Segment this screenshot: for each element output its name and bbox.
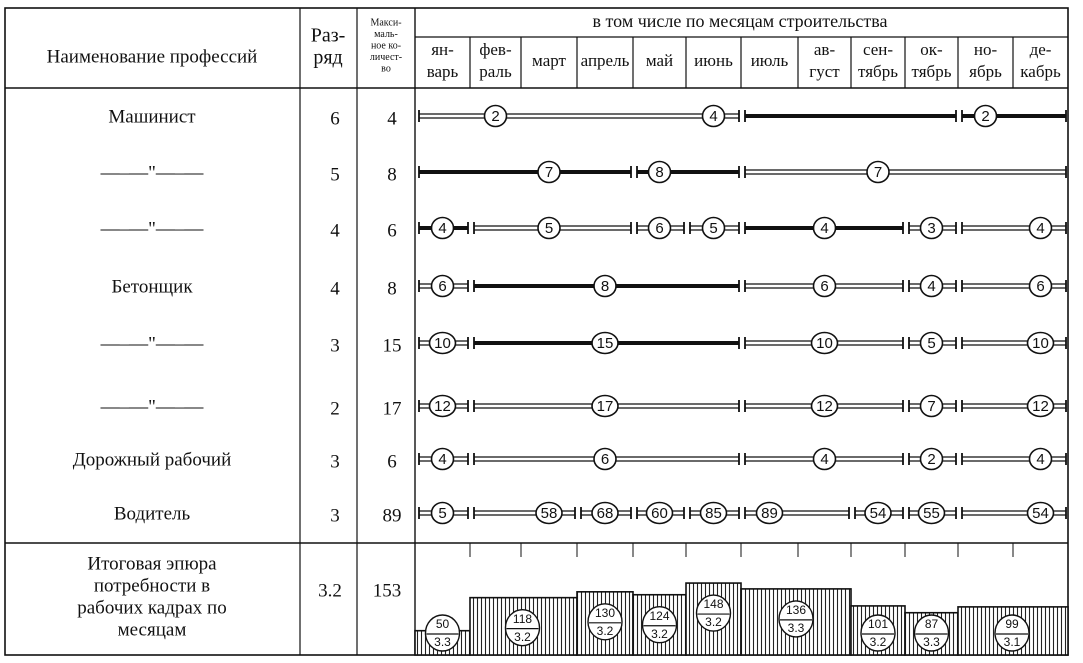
block-grade: 3.2 xyxy=(596,623,614,638)
schedule-bar xyxy=(637,503,684,524)
table-row xyxy=(100,333,1066,357)
month-header-3: апрель xyxy=(580,50,630,70)
month-header-6: июль xyxy=(750,50,789,70)
block-grade: 3.2 xyxy=(705,615,722,630)
block-total: 101 xyxy=(867,617,889,632)
bar-value-bubble xyxy=(1030,218,1052,239)
bar-value-bubble xyxy=(592,333,618,354)
bar-value-bubble-value: 6 xyxy=(820,277,829,295)
row-name: Машинист xyxy=(108,106,196,128)
table-row xyxy=(73,449,1066,473)
row-grade: 5 xyxy=(330,164,340,186)
bar-value-bubble xyxy=(865,503,891,524)
total-grade-bubble xyxy=(697,595,731,631)
row-name: Бетонщик xyxy=(111,276,193,298)
bar-value-bubble xyxy=(538,162,560,183)
month-header-7: ав-густ xyxy=(809,39,840,81)
bar-value-bubble xyxy=(814,449,836,470)
schedule-bar xyxy=(419,396,468,417)
bar-value-bubble-value: 89 xyxy=(761,504,778,522)
schedule-bar xyxy=(745,218,903,239)
schedule-bar xyxy=(581,503,631,524)
month-header-5: июнь xyxy=(694,50,733,70)
bar-value-bubble-value: 17 xyxy=(596,397,614,415)
schedule-bar xyxy=(855,503,903,524)
row-name: —–—"—–— xyxy=(100,396,204,418)
bar-value-bubble xyxy=(921,333,943,354)
schedule-bar xyxy=(909,503,956,524)
bar-value-bubble-value: 4 xyxy=(1036,219,1045,237)
total-grade-bubble xyxy=(779,601,813,637)
bar-value-bubble xyxy=(1030,449,1052,470)
bar-value-bubble-value: 10 xyxy=(434,334,451,352)
schedule-bar xyxy=(637,162,739,183)
max-qty-header: Макси-маль-ное ко-личест-во xyxy=(369,17,403,75)
bar-value-bubble-value: 4 xyxy=(709,107,718,125)
block-total: 118 xyxy=(512,611,533,626)
schedule-bar xyxy=(745,276,903,297)
schedule-bar xyxy=(745,162,1066,183)
row-name: Дорожный рабочий xyxy=(72,449,232,471)
bar-value-bubble-value: 10 xyxy=(816,334,833,352)
bar-value-bubble xyxy=(1028,396,1054,417)
row-name: —–—"—–— xyxy=(100,162,204,184)
schedule-bar xyxy=(962,276,1066,297)
total-grade-bubble xyxy=(915,615,949,651)
row-max: 8 xyxy=(387,278,397,300)
schedule-bar xyxy=(419,106,739,127)
schedule-bar xyxy=(419,503,468,524)
month-header-11: де-кабрь xyxy=(1020,39,1061,81)
block-grade: 3.3 xyxy=(787,621,805,636)
bar-value-bubble xyxy=(921,276,943,297)
bar-value-bubble-value: 85 xyxy=(705,504,722,522)
block-grade: 3.2 xyxy=(651,626,668,641)
schedule-bar xyxy=(909,449,956,470)
block-total: 99 xyxy=(1005,617,1019,632)
summary-name: Итоговая эпюра потребности в рабочих кадрах по месяцам xyxy=(77,553,227,641)
total-grade-bubble xyxy=(506,610,540,646)
bar-value-bubble xyxy=(921,449,943,470)
row-grade: 4 xyxy=(330,220,340,242)
schedule-bar xyxy=(962,218,1066,239)
bar-value-bubble-value: 8 xyxy=(600,277,610,295)
month-header-10: но-ябрь xyxy=(969,39,1002,81)
schedule-bar xyxy=(419,162,631,183)
block-grade: 3.2 xyxy=(869,635,887,650)
bar-value-bubble-value: 5 xyxy=(438,504,447,522)
total-grade-bubble xyxy=(588,604,622,640)
bar-value-bubble xyxy=(814,276,836,297)
block-total: 130 xyxy=(594,605,616,620)
summary-row xyxy=(77,543,1068,655)
bar-value-bubble-value: 6 xyxy=(1036,277,1045,295)
schedule-bar xyxy=(745,503,849,524)
bar-value-bubble xyxy=(703,218,725,239)
schedule-bar xyxy=(419,218,468,239)
bar-value-bubble-value: 12 xyxy=(1032,397,1049,415)
bar-value-bubble xyxy=(1028,333,1054,354)
schedule-bar xyxy=(419,276,468,297)
histogram-bar xyxy=(686,583,741,655)
block-grade: 3.2 xyxy=(514,629,531,644)
profession-header: Наименование профессий xyxy=(46,46,258,68)
bar-value-bubble xyxy=(536,503,562,524)
bar-value-bubble-value: 7 xyxy=(544,163,554,181)
bar-value-bubble-value: 6 xyxy=(438,277,447,295)
histogram-bar xyxy=(415,615,470,655)
bar-value-bubble-value: 2 xyxy=(981,107,990,125)
block-grade: 3.3 xyxy=(434,635,451,650)
bar-value-bubble xyxy=(647,503,673,524)
row-grade: 3 xyxy=(330,335,340,357)
bar-value-bubble xyxy=(594,276,616,297)
bar-value-bubble-value: 4 xyxy=(1036,450,1045,468)
month-header-8: сен-тябрь xyxy=(858,39,898,81)
schedule-bar xyxy=(745,333,903,354)
bar-value-bubble xyxy=(1028,503,1054,524)
table-row xyxy=(100,218,1066,242)
row-max: 4 xyxy=(387,108,397,130)
bar-value-bubble-value: 4 xyxy=(927,277,936,295)
bar-value-bubble-value: 55 xyxy=(923,504,940,522)
block-grade: 3.3 xyxy=(923,635,940,650)
bar-value-bubble-value: 54 xyxy=(869,504,887,522)
bar-value-bubble xyxy=(432,218,454,239)
schedule-bar xyxy=(474,503,575,524)
table-rows xyxy=(73,106,1066,527)
row-grade: 2 xyxy=(330,398,340,420)
bar-value-bubble xyxy=(594,449,616,470)
schedule-bar xyxy=(703,106,957,127)
table-row xyxy=(100,162,1066,186)
schedule-bar xyxy=(909,218,956,239)
bar-value-bubble-value: 12 xyxy=(434,397,451,415)
block-total: 136 xyxy=(785,603,807,618)
block-total: 148 xyxy=(703,597,724,612)
grade-header: Раз-ряд xyxy=(310,24,346,69)
block-total: 87 xyxy=(924,617,939,632)
bar-value-bubble-value: 5 xyxy=(709,219,718,237)
bar-value-bubble xyxy=(432,449,454,470)
bar-value-bubble xyxy=(649,162,671,183)
summary-max: 153 xyxy=(372,580,402,602)
histogram-bar xyxy=(577,592,633,655)
row-name: Водитель xyxy=(113,503,191,525)
schedule-bar xyxy=(745,396,903,417)
row-max: 89 xyxy=(382,505,402,527)
schedule-bar xyxy=(745,449,903,470)
bar-value-bubble-value: 8 xyxy=(655,163,664,181)
bar-value-bubble-value: 7 xyxy=(927,397,936,415)
row-max: 15 xyxy=(382,335,402,357)
row-grade: 4 xyxy=(330,278,340,300)
month-header-9: ок-тябрь xyxy=(911,39,952,81)
month-header-4: май xyxy=(645,50,674,70)
bar-value-bubble xyxy=(592,396,618,417)
schedule-bar xyxy=(962,396,1066,417)
bar-value-bubble-value: 54 xyxy=(1032,504,1049,522)
schedule-bar xyxy=(909,396,956,417)
histogram-bar xyxy=(741,589,851,655)
month-header-1: фев-раль xyxy=(479,39,512,81)
month-header-0: ян-варь xyxy=(426,39,459,81)
schedule-bar xyxy=(637,218,684,239)
histogram-bar xyxy=(905,613,958,655)
total-grade-bubble xyxy=(643,607,677,643)
bar-value-bubble xyxy=(812,333,838,354)
bar-value-bubble-value: 6 xyxy=(600,450,610,468)
schedule-bar xyxy=(419,333,468,354)
bar-value-bubble xyxy=(538,218,560,239)
months-group-header: в том числе по месяцам строительства xyxy=(592,11,888,32)
bar-value-bubble-value: 4 xyxy=(438,450,447,468)
schedule-bar xyxy=(474,396,739,417)
bar-value-bubble-value: 4 xyxy=(820,450,829,468)
schedule-bar xyxy=(909,276,956,297)
bar-value-bubble xyxy=(867,162,889,183)
block-total: 124 xyxy=(649,608,670,623)
schedule-bar xyxy=(474,449,739,470)
bar-value-bubble xyxy=(432,503,454,524)
bar-value-bubble-value: 10 xyxy=(1032,334,1049,352)
table-row xyxy=(114,503,1066,527)
bar-value-bubble-value: 58 xyxy=(540,504,558,522)
histogram-bar xyxy=(958,607,1068,655)
bar-value-bubble xyxy=(975,106,997,127)
bar-value-bubble xyxy=(649,218,671,239)
bar-value-bubble xyxy=(701,503,727,524)
bar-value-bubble-value: 68 xyxy=(596,504,614,522)
row-name: —–—"—–— xyxy=(100,218,204,240)
table-row xyxy=(108,106,1066,130)
total-grade-bubble xyxy=(426,615,460,651)
histogram-bar xyxy=(851,606,905,655)
schedule-bar xyxy=(909,333,956,354)
bar-value-bubble-value: 5 xyxy=(927,334,936,352)
schedule-bar xyxy=(962,106,1066,127)
bar-value-bubble-value: 60 xyxy=(651,504,668,522)
bar-value-bubble-value: 5 xyxy=(544,219,554,237)
schedule-bar xyxy=(962,503,1066,524)
bar-value-bubble xyxy=(432,276,454,297)
bar-value-bubble-value: 4 xyxy=(820,219,829,237)
table-row xyxy=(111,276,1066,300)
bar-value-bubble-value: 12 xyxy=(816,397,833,415)
table-row xyxy=(100,396,1066,420)
bar-value-bubble xyxy=(921,396,943,417)
schedule-bar xyxy=(962,333,1066,354)
bar-value-bubble xyxy=(703,106,725,127)
bar-value-bubble xyxy=(921,218,943,239)
summary-grade: 3.2 xyxy=(318,580,342,602)
bar-value-bubble-value: 2 xyxy=(927,450,936,468)
bar-value-bubble xyxy=(430,333,456,354)
total-grade-bubble xyxy=(861,615,895,651)
bar-value-bubble xyxy=(919,503,945,524)
bar-value-bubble-value: 2 xyxy=(491,107,500,125)
bar-value-bubble xyxy=(485,106,507,127)
block-total: 50 xyxy=(435,617,450,632)
bar-value-bubble xyxy=(1030,276,1052,297)
schedule-bar xyxy=(474,218,631,239)
schedule-bar xyxy=(419,449,468,470)
row-name: —–—"—–— xyxy=(100,333,204,355)
bar-value-bubble xyxy=(592,503,618,524)
month-header-2: март xyxy=(532,50,566,70)
histogram-bar xyxy=(470,598,577,655)
schedule-bar xyxy=(690,503,739,524)
row-max: 6 xyxy=(387,220,397,242)
bar-value-bubble-value: 7 xyxy=(873,163,883,181)
row-grade: 3 xyxy=(330,451,340,473)
row-max: 8 xyxy=(387,164,397,186)
schedule-bar xyxy=(474,276,739,297)
row-max: 6 xyxy=(387,451,397,473)
row-max: 17 xyxy=(382,398,402,420)
bar-value-bubble xyxy=(812,396,838,417)
bar-value-bubble-value: 6 xyxy=(655,219,664,237)
bar-value-bubble xyxy=(430,396,456,417)
row-grade: 6 xyxy=(330,108,340,130)
block-grade: 3.1 xyxy=(1003,635,1021,650)
schedule-bar xyxy=(690,218,739,239)
bar-value-bubble-value: 15 xyxy=(596,334,614,352)
bar-value-bubble xyxy=(814,218,836,239)
bar-value-bubble-value: 4 xyxy=(438,219,447,237)
total-grade-bubble xyxy=(995,615,1029,651)
bar-value-bubble-value: 3 xyxy=(927,219,936,237)
schedule-bar xyxy=(474,333,739,354)
bar-value-bubble xyxy=(757,503,783,524)
schedule-bar xyxy=(962,449,1066,470)
table-header xyxy=(47,11,1061,81)
row-grade: 3 xyxy=(330,505,340,527)
histogram-bar xyxy=(633,595,686,655)
